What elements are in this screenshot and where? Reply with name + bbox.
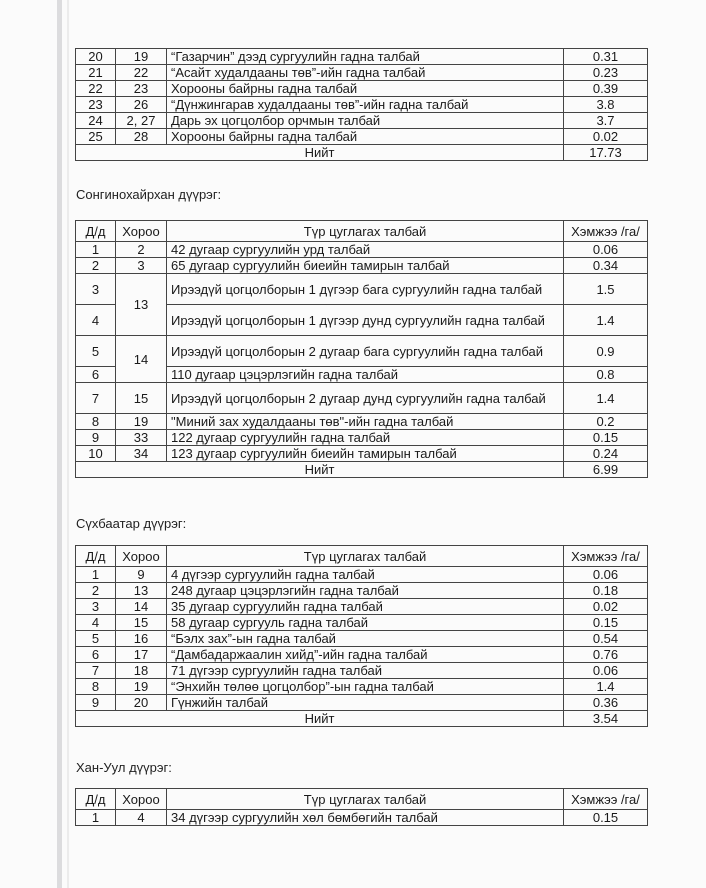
header-khoroo: Хороо <box>116 221 167 242</box>
table-row <box>76 647 648 663</box>
table-row <box>76 446 648 462</box>
total-label: Нийт <box>76 145 564 161</box>
cell-khoroo: 19 <box>116 49 167 65</box>
cell-no: 21 <box>76 65 116 81</box>
cell-no: 9 <box>76 430 116 446</box>
cell-area: 0.24 <box>564 446 648 462</box>
cell-place: Ирээдүй цогцолборын 1 дүгээр бага сургуулийн гадна талбай <box>167 274 564 305</box>
cell-place: Хорооны байрны гадна талбай <box>167 81 564 97</box>
table-row <box>76 583 648 599</box>
table-row <box>76 663 648 679</box>
table-khan-uul <box>75 788 648 826</box>
cell-area: 3.7 <box>564 113 648 129</box>
cell-place: 42 дугаар сургуулийн урд талбай <box>167 242 564 258</box>
cell-khoroo: 15 <box>116 615 167 631</box>
cell-khoroo: 14 <box>116 336 167 383</box>
header-area: Хэмжээ /га/ <box>564 789 648 810</box>
cell-area: 0.06 <box>564 567 648 583</box>
cell-no: 9 <box>76 695 116 711</box>
cell-no: 1 <box>76 810 116 826</box>
total-row <box>76 711 648 727</box>
cell-place: “Дамбадаржаалин хийд”-ийн гадна талбай <box>167 647 564 663</box>
cell-area: 0.9 <box>564 336 648 367</box>
cell-place: “Асайт худалдааны төв”-ийн гадна талбай <box>167 65 564 81</box>
cell-area: 0.18 <box>564 583 648 599</box>
cell-area: 0.54 <box>564 631 648 647</box>
cell-khoroo: 23 <box>116 81 167 97</box>
table-row <box>76 810 648 826</box>
cell-area: 1.4 <box>564 305 648 336</box>
header-place: Түр цуглarах талбай <box>167 221 564 242</box>
cell-khoroo: 28 <box>116 129 167 145</box>
table-row <box>76 113 648 129</box>
cell-khoroo: 9 <box>116 567 167 583</box>
table-row <box>76 49 648 65</box>
cell-khoroo: 26 <box>116 97 167 113</box>
cell-area: 0.8 <box>564 367 648 383</box>
cell-no: 25 <box>76 129 116 145</box>
cell-area: 0.76 <box>564 647 648 663</box>
total-value: 6.99 <box>564 462 648 478</box>
table-row <box>76 258 648 274</box>
header-no: Д/д <box>76 789 116 810</box>
cell-place: “Энхийн төлөө цогцолбор”-ын гадна талбай <box>167 679 564 695</box>
table-row <box>76 599 648 615</box>
cell-place: “Дүнжингарав худалдааны төв”-ийн гадна талбай <box>167 97 564 113</box>
table-row <box>76 336 648 367</box>
cell-no: 5 <box>76 631 116 647</box>
cell-no: 24 <box>76 113 116 129</box>
cell-no: 8 <box>76 679 116 695</box>
section-title-songinokhairkhan: Сонгинохайрхан дүүрэг: <box>76 187 222 202</box>
header-place: Түр цуглarах талбай <box>167 546 564 567</box>
cell-place: 122 дугаар сургуулийн гадна талбай <box>167 430 564 446</box>
cell-no: 1 <box>76 567 116 583</box>
table-header-row <box>76 789 648 810</box>
cell-khoroo: 34 <box>116 446 167 462</box>
cell-area: 0.34 <box>564 258 648 274</box>
table-row <box>76 631 648 647</box>
cell-area: 0.31 <box>564 49 648 65</box>
cell-place: Гүнжийн талбай <box>167 695 564 711</box>
cell-khoroo: 17 <box>116 647 167 663</box>
cell-no: 6 <box>76 367 116 383</box>
cell-khoroo: 13 <box>116 583 167 599</box>
cell-place: "Миний зах худалдааны төв"-ийн гадна талбай <box>167 414 564 430</box>
table-row <box>76 97 648 113</box>
table-row <box>76 274 648 305</box>
cell-place: 65 дугаар сургуулийн биеийн тамирын талбай <box>167 258 564 274</box>
cell-area: 0.02 <box>564 599 648 615</box>
cell-place: 110 дугаар цэцэрлэгийн гадна талбай <box>167 367 564 383</box>
cell-place: 71 дүгээр сургуулийн гадна талбай <box>167 663 564 679</box>
cell-khoroo: 2, 27 <box>116 113 167 129</box>
total-value: 3.54 <box>564 711 648 727</box>
cell-area: 3.8 <box>564 97 648 113</box>
cell-no: 1 <box>76 242 116 258</box>
table-row <box>76 383 648 414</box>
cell-place: Ирээдүй цогцолборын 1 дүгээр дунд сургуулийн гадна талбай <box>167 305 564 336</box>
cell-khoroo: 14 <box>116 599 167 615</box>
cell-area: 0.15 <box>564 615 648 631</box>
table-header-row <box>76 546 648 567</box>
cell-place: Ирээдүй цогцолборын 2 дугаар бага сургуулийн гадна талбай <box>167 336 564 367</box>
cell-no: 3 <box>76 599 116 615</box>
section-title-sukhbaatar: Сүхбаатар дүүрэг: <box>76 516 187 531</box>
cell-no: 22 <box>76 81 116 97</box>
cell-area: 0.36 <box>564 695 648 711</box>
table-row <box>76 430 648 446</box>
cell-area: 0.15 <box>564 810 648 826</box>
table-row <box>76 129 648 145</box>
cell-khoroo: 33 <box>116 430 167 446</box>
section-title-khan-uul: Хан-Уул дүүрэг: <box>76 760 172 775</box>
cell-area: 0.2 <box>564 414 648 430</box>
cell-place: Дарь эх цогцолбор орчмын талбай <box>167 113 564 129</box>
cell-no: 2 <box>76 258 116 274</box>
cell-place: “Газарчин” дээд сургуулийн гадна талбай <box>167 49 564 65</box>
header-area: Хэмжээ /га/ <box>564 546 648 567</box>
cell-khoroo: 4 <box>116 810 167 826</box>
cell-khoroo: 18 <box>116 663 167 679</box>
cell-area: 1.5 <box>564 274 648 305</box>
cell-area: 1.4 <box>564 679 648 695</box>
header-place: Түр цуглarах талбай <box>167 789 564 810</box>
cell-area: 1.4 <box>564 383 648 414</box>
cell-khoroo: 16 <box>116 631 167 647</box>
table-sukhbaatar <box>75 545 648 727</box>
cell-place: 58 дугаар сургууль гадна талбай <box>167 615 564 631</box>
cell-area: 0.06 <box>564 663 648 679</box>
cell-khoroo: 19 <box>116 679 167 695</box>
table-row <box>76 414 648 430</box>
table-row <box>76 81 648 97</box>
total-row <box>76 145 648 161</box>
cell-no: 23 <box>76 97 116 113</box>
page-margin-line-inner <box>67 0 69 888</box>
cell-place: 35 дугаар сургуулийн гадна талбай <box>167 599 564 615</box>
cell-place: Ирээдүй цогцолборын 2 дугаар дунд сургуулийн гадна талбай <box>167 383 564 414</box>
cell-no: 7 <box>76 383 116 414</box>
table-header-row <box>76 221 648 242</box>
header-khoroo: Хороо <box>116 789 167 810</box>
cell-khoroo: 22 <box>116 65 167 81</box>
table-row <box>76 679 648 695</box>
cell-place: 248 дугаар цэцэрлэгийн гадна талбай <box>167 583 564 599</box>
cell-place: 4 дүгээр сургуулийн гадна талбай <box>167 567 564 583</box>
cell-khoroo: 3 <box>116 258 167 274</box>
cell-no: 3 <box>76 274 116 305</box>
cell-area: 0.02 <box>564 129 648 145</box>
cell-no: 6 <box>76 647 116 663</box>
cell-place: 34 дүгээр сургуулийн хөл бөмбөгийн талбай <box>167 810 564 826</box>
cell-area: 0.06 <box>564 242 648 258</box>
header-no: Д/д <box>76 546 116 567</box>
cell-area: 0.15 <box>564 430 648 446</box>
cell-khoroo: 13 <box>116 274 167 336</box>
header-khoroo: Хороо <box>116 546 167 567</box>
page-margin-line <box>57 0 62 888</box>
total-value: 17.73 <box>564 145 648 161</box>
total-row <box>76 462 648 478</box>
cell-area: 0.23 <box>564 65 648 81</box>
cell-no: 4 <box>76 305 116 336</box>
cell-place: “Бэлх зах”-ын гадна талбай <box>167 631 564 647</box>
cell-khoroo: 20 <box>116 695 167 711</box>
table-row <box>76 65 648 81</box>
header-area: Хэмжээ /га/ <box>564 221 648 242</box>
cell-khoroo: 19 <box>116 414 167 430</box>
cell-khoroo: 2 <box>116 242 167 258</box>
cell-no: 2 <box>76 583 116 599</box>
cell-no: 20 <box>76 49 116 65</box>
total-label: Нийт <box>76 711 564 727</box>
cell-area: 0.39 <box>564 81 648 97</box>
cell-no: 4 <box>76 615 116 631</box>
header-no: Д/д <box>76 221 116 242</box>
cell-place: 123 дугаар сургуулийн биеийн тамирын талбай <box>167 446 564 462</box>
cell-khoroo: 15 <box>116 383 167 414</box>
cell-place: Хорооны байрны гадна талбай <box>167 129 564 145</box>
cell-no: 8 <box>76 414 116 430</box>
table-row <box>76 695 648 711</box>
table-row <box>76 242 648 258</box>
table-continued <box>75 48 648 161</box>
cell-no: 10 <box>76 446 116 462</box>
table-row <box>76 615 648 631</box>
cell-no: 5 <box>76 336 116 367</box>
table-songinokhairkhan <box>75 220 648 478</box>
table-row <box>76 567 648 583</box>
total-label: Нийт <box>76 462 564 478</box>
cell-no: 7 <box>76 663 116 679</box>
